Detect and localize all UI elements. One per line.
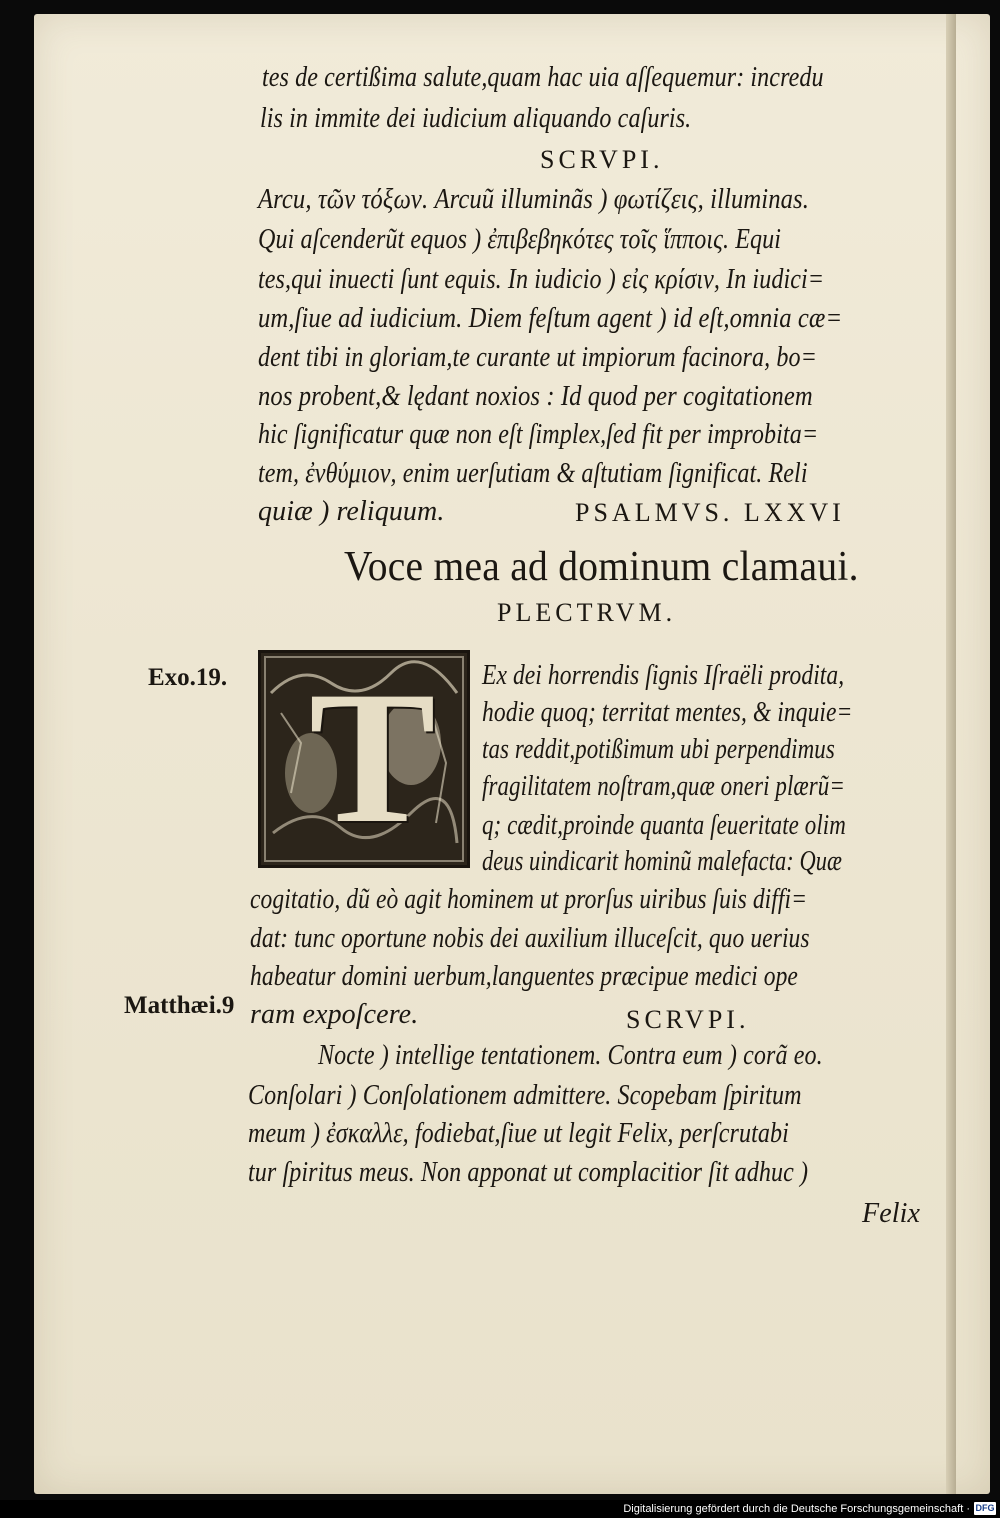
text-line: meum ) ἐσκαλλε, fodiebat,ſiue ut legit Felix, perſcrutabi — [248, 1118, 789, 1149]
text-line: Nocte ) intellige tentationem. Contra eum ) corã eo. — [318, 1040, 823, 1071]
margin-note: Matthæi.9 — [124, 992, 235, 1019]
text-line: lis in immite dei iudicium aliquando caſuris. — [260, 103, 692, 134]
section-heading: PLECTRVM. — [497, 598, 677, 627]
psalm-title: Voce mea ad dominum clamaui. — [344, 544, 859, 590]
text-line: tem, ἐνθύμιον, enim uerſutiam & aſtutiam ſignificat. Reli — [258, 458, 808, 489]
text-line: tur ſpiritus meus. Non apponat ut complacitior ſit adhuc ) — [248, 1157, 809, 1188]
text-line: tes de certißima salute,quam hac uia aſſequemur: incredu — [262, 62, 824, 93]
margin-note: Exo.19. — [148, 664, 228, 691]
catchword: Felix — [862, 1198, 921, 1229]
text-line: Arcu, τῶν τόξων. Arcuũ illuminãs ) φωτίζεις, illuminas. — [258, 184, 809, 215]
text-line: um,ſiue ad iudicium. Diem feſtum agent ) id eſt,omnia cæ= — [258, 303, 843, 334]
text-line: cogitatio, dũ eò agit hominem ut prorſus uiribus ſuis diffi= — [250, 884, 808, 915]
initial-letter: T — [309, 653, 436, 863]
footer-bar — [0, 1500, 1000, 1518]
text-line: tes,qui inuecti ſunt equis. In iudicio ) εἰς κρίσιν, In iudici= — [258, 264, 825, 295]
text-line: dat: tunc oportune nobis dei auxilium illuceſcit, quo uerius — [250, 923, 810, 954]
dfg-logo: DFG — [975, 1503, 995, 1513]
text-line: hodie quoq; territat mentes, & inquie= — [482, 697, 853, 728]
text-line: habeatur domini uerbum,languentes præcipue medici ope — [250, 961, 798, 992]
psalm-label: PSALMVS. LXXVI — [575, 498, 845, 527]
text-line: Ex dei horrendis ſignis Iſraëli prodita, — [482, 660, 845, 691]
text-line: deus uindicarit hominũ malefacta: Quæ — [482, 846, 843, 877]
text-line: ram expoſcere. — [250, 999, 419, 1030]
text-line: hic ſignificatur quæ non eſt ſimplex,ſed fit per improbita= — [258, 419, 819, 450]
text-line: dent tibi in gloriam,te curante ut impiorum facinora, bo= — [258, 342, 817, 373]
text-line: fragilitatem noſtram,quæ oneri plærũ= — [482, 771, 845, 802]
decorated-initial — [258, 650, 470, 868]
text-line: q; cædit,proinde quanta ſeueritate olim — [482, 810, 846, 841]
text-line: Qui aſcenderũt equos ) ἐπιβεβηκότες τοῖς ἵπποις. Equi — [258, 224, 782, 255]
text-line: nos probent,& lędant noxios : Id quod per cogitationem — [258, 381, 813, 412]
text-line: quiæ ) reliquum. — [258, 496, 445, 527]
text-line: Conſolari ) Conſolationem admittere. Scopebam ſpiritum — [248, 1080, 802, 1111]
section-heading: SCRVPI. — [626, 1005, 750, 1034]
footer-credit: Digitalisierung gefördert durch die Deutsche Forschungsgemeinschaft · — [623, 1503, 970, 1515]
section-heading: SCRVPI. — [540, 145, 664, 174]
page-edge — [946, 14, 956, 1494]
text-line: tas reddit,potißimum ubi perpendimus — [482, 734, 835, 765]
